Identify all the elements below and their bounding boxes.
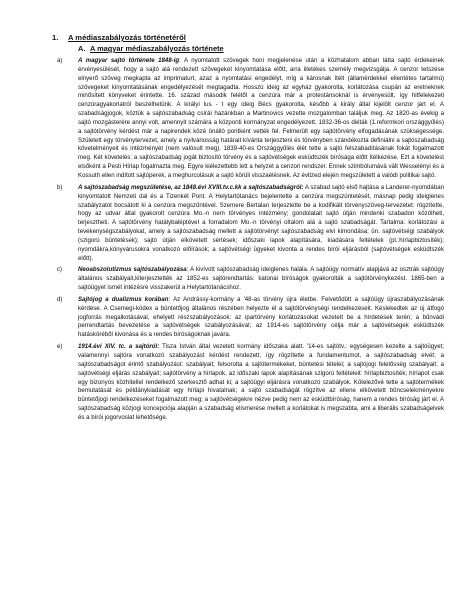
subsection-title: A magyar médiaszabályozás története [90, 44, 224, 53]
list-item-e [52, 343, 444, 423]
section-number: 1. [52, 33, 59, 42]
list-item-a [52, 57, 444, 181]
list-item-b [52, 184, 444, 264]
paragraph-body: A szabad sajtó első hajtása a Landerer-nyomdában kinyomtatott Nemzeti dal és a Tizenkét Pont. A Helytartótanács bejelentette a cenzúra megszüntetését, másnap pedig ideiglenes szabályzatot bocsátott ki a cenzúra megszűntével. Szemere Bertalan terjesztette be a kodifikált törvényszöveg-tervezetet: rögzítette, hogy az udvar által gyakorolt cenzúra Mo.-n nem törvényes intézmény; gondolatait sajtó útján mindenki szabadon közölheti, terjesztheti. A sajtótörvény hatálybaléptével a forradalom Mo.-n törvényi oltalom alá a sajtó szabadságát. Tartalma: korlátozási a tevékenységszabályokat, amely a sajtószabadság mellett a sajtótörvényt sajtószabadság elvi kimondása; ün. sajtóvétségi szabályok (szigorú büntetések); sajtó útján elkövetett sértések; időszaki lapok alapítására, kiadására feltételek (pl.:hírlapbiztosíték); nyomdákra,könyvárusokra vonatkozó előírások; a sajtóvétségi ügyeket kivonta a rendes bírói eljárásból (sajtóvétségek esküdtszék előtt). [78, 183, 444, 262]
list-marker: d) [57, 295, 63, 303]
paragraph [78, 343, 444, 423]
list-marker: e) [57, 343, 63, 351]
list-item-d [52, 296, 444, 340]
list-marker: a) [57, 57, 63, 64]
section-heading [52, 33, 444, 43]
paragraph [78, 57, 444, 181]
paragraph [78, 296, 444, 340]
paragraph-lead: A sajtószabadság megszületése, az 1848.évi XVIII.tv.c.kk a sajtószabadságról: [78, 183, 304, 191]
list-marker: c) [57, 266, 63, 274]
list-item-c [52, 266, 444, 293]
list-marker: b) [57, 183, 63, 191]
paragraph [78, 266, 444, 293]
paragraph-lead: A magyar sajtó története 1848-ig [78, 57, 180, 64]
paragraph-body: : A nyomtatott szövegek honi megjelenése után a közhatalom abban látta sajtó érdekeinek érvényesülését, hogy a sajtó alá rendezett szövegeket kinyomtatása előtt, arra illetékes személy megvizsgálja. A cenzor tetszése elnyerő szöveg megkapta az imprimaturt, azaz a nyomtatási engedélyt, míg a károsnak ítélt (államérdekkel ellentétes tartalmú) szövegeket kinyomtatásának engedélyezését megtagadta. Hosszú ideig az egyház gyakorolta, korlátozása csupán az eretneknek minősített könyveket érintette. 16. század második felétől a cenzúra már a protestánsoknál is érvényesült, így hitfelekezeti cenzúragyakorlatról beszélhetünk. A királyi lus - t egy ideig Bécs gyakorolta, később a király által kijelölt cenzor járt el. A szabadságjogok, köztük a sajtószabadság csírái hazánkban a Martinovics vezette mozgalomban találjuk meg. Az 1820-as évekig a sajtó mozgásterére annyi volt, amennyit számára a központi kormányzat engedélyezett. 1832-36-os diéták (1.reformkori országgyűlés) a sajtótörvény kérdést már a napirendek közé önálló pontként vették fel. Felmerült egy sajtótörvény elfogadásának szükségessége. Született egy törvénytervezet, amely a nyilvánosság határait kívánta terjeszteni és törvényben szándékozta definiálni a sajtószabadság követelményeit és intézményét (nem valósult meg). 1839-40-es Országgyűlés élét tette a sajtó felszabadításának fokát fogalmazott meg. Két követelés: a sajtószabadság jogát biztosító törvény és a sajtóvétségek esküdtszék bírósága előtt ítélkezése. Ezt a követelést elsőként a Pesti Hírlap fogalmazta meg. Egyre kiélezettebb lett a helyzet a cenzori rendszer. Ennek szimbólumává vált Wesselényi és a Kossuth ellen indított sajtóperek, a meghurcolásuk a sajtó körüli visszaélésnek. Az évtized elején megszületett a valódi politikai sajtó. [78, 57, 445, 179]
paragraph-lead: 1914.évi XIV. tc. a sajtóról: [78, 343, 160, 351]
paragraph-lead: Sajtójog a dualizmus korában [78, 295, 169, 303]
paragraph-body: : Az Andrássy-kormány a '48-as törvény újra életbe. Felvetődött a sajtóügy újraszabályozásának kérdése. A Csemegi-kódex a büntetőjog általános részében helyezte el a sajtótörvénységi rendelkezéseit. Késlekedtek az új átfogó jogforrás megalkotásával, ehelyett részszabályozások: az ipartörvény korlátozásokat vezetett be a hírdetések terén; a bűnvádi perrendtartás bevezetése a sajtóvétségek szabályozásával; az 1914-es sajtótörvény célja már a sajtóvétségek esküdtszék hatásköréből kivonása és a rendes bíróságoknak javára. [78, 295, 444, 339]
subsection-heading [78, 44, 444, 54]
paragraph [78, 184, 444, 264]
subsection-number: A. [78, 44, 86, 53]
paragraph-body: : A kivívott sajtószabadság ideiglenes halála. A sajtóügy normatív alapjává az osztrák sajtóügy általános szabályait,kiterjesztették az 1852-es sajtórendtartás: katonai bíróságok gyakorolták a sajtótörvénykezést. 1865-ben a sajtóügyet ismét intézésre visszakerül a Helytartótanácshoz. [78, 266, 444, 292]
paragraph-lead: Neoabszolutizmus sajtószabályozása [78, 266, 187, 274]
paragraph-body: Tisza István által vezetett kormány időszaka alatt. '14-es sajtótv.: egységesen kezelte a sajtóügyet; valamennyi sajtóra vonatkozó szabályozást kérdést rendezett, így rögzítette a fundamentumot, a sajtószabadság elvét; a sajtószabadságot érintő szabályozást: szabályait; felsorolta a sajtótermékeket, büntetési tételei; a sajtójogi felelősség szabályait; a sajtóvétségi eljárás szabályait; sajtótörvény a hírlapok, az időszaki lapok alapításának szigorú feltételeit: hírlapbiztosíték; hírlapot csak egy bizonyos közhitellel rendelkező szerkesztő adhat ki; a sajtóügyi eljárásra vonatkozó szabályok. Kötelezővé tette a sajtótermékek bemutatását és példánykiadását egy hírlapi hivatalnak; a sajtó szabadságát rögzítve az ellene elkövetett bűncselekményekre büntetőjogi rendelkezéseket fogalmazott meg; a sajtóvétségekre nézve pedig nem az esküdtbíróság, hanem a rendes bíróság járt el. A sajtószabadság közjogi koncepciója alapján a szabadság elismerése mellett a korlátokat is megszabta, ami a liberális szabadságelvek és a bírói jogorvoslat lehetősége. [78, 343, 444, 421]
section-title: A médiaszabályozás történetéről [68, 33, 186, 42]
